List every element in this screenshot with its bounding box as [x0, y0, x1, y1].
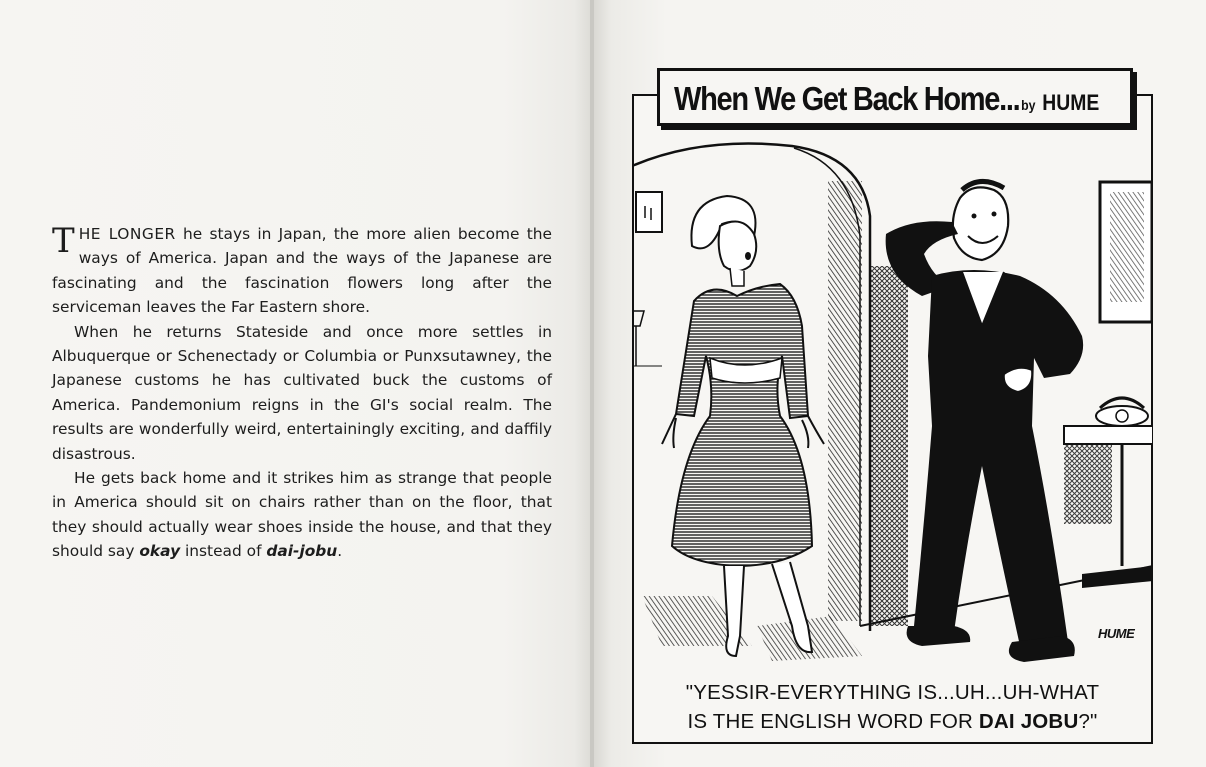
paragraph-1-text: he stays in Japan, the more alien become the ways of America. Japan and the ways of the Japanese are fascinating and the fascination flowers long after the serviceman leaves the Far Eastern shore.: [52, 225, 552, 317]
telephone-icon: [1096, 398, 1148, 426]
paragraph-3-text: He gets back home and it strikes him as strange that people in America should sit on chairs rather than on the floor, that they should actually wear shoes inside the house, and that they should say: [52, 469, 552, 561]
drop-cap: T: [52, 221, 75, 261]
woman-figure: [662, 196, 824, 656]
essay-text: [52, 222, 552, 564]
sailor-figure: [886, 181, 1084, 662]
cartoon-title: [674, 81, 1099, 123]
cartoon-caption: [640, 678, 1145, 736]
essay-paragraph-2: When he returns Stateside and once more settles in Albuquerque or Schenectady or Columbia or Punxsutawney, the Japanese customs he has cultivated buck the customs of America. Pandemonium reigns in the GI's social realm. The results are wonderfully weird, entertainingly exciting, and daffily disastrous.: [52, 322, 552, 463]
essay-paragraph-1: [52, 222, 552, 320]
caption-bold-word: DAI JOBU: [978, 710, 1079, 733]
artist-signature: HUME: [1098, 626, 1135, 641]
cartoon-title-box: [657, 68, 1133, 126]
title-author: HUME: [1042, 90, 1100, 115]
title-main: When We Get Back Home...: [674, 80, 1020, 117]
essay-paragraph-3: [52, 466, 552, 564]
okay-word: okay: [139, 542, 181, 561]
lead-in-caps: HE LONGER: [78, 225, 176, 243]
paragraph-3-mid: instead of: [180, 542, 267, 561]
caption-line-1: "YESSIR-EVERYTHING IS...UH...UH-WHAT: [685, 681, 1100, 704]
caption-end: ?": [1078, 710, 1098, 733]
caption-line-2: [640, 707, 1145, 736]
title-by: by: [1021, 97, 1036, 113]
paragraph-3-end: .: [337, 542, 343, 561]
book-gutter: [590, 0, 594, 767]
cartoon-illustration: [632, 126, 1153, 674]
dai-jobu-word: dai-jobu: [266, 542, 338, 561]
caption-line-2-text: IS THE ENGLISH WORD FOR: [687, 710, 979, 733]
wall-clock-icon: [636, 192, 662, 232]
